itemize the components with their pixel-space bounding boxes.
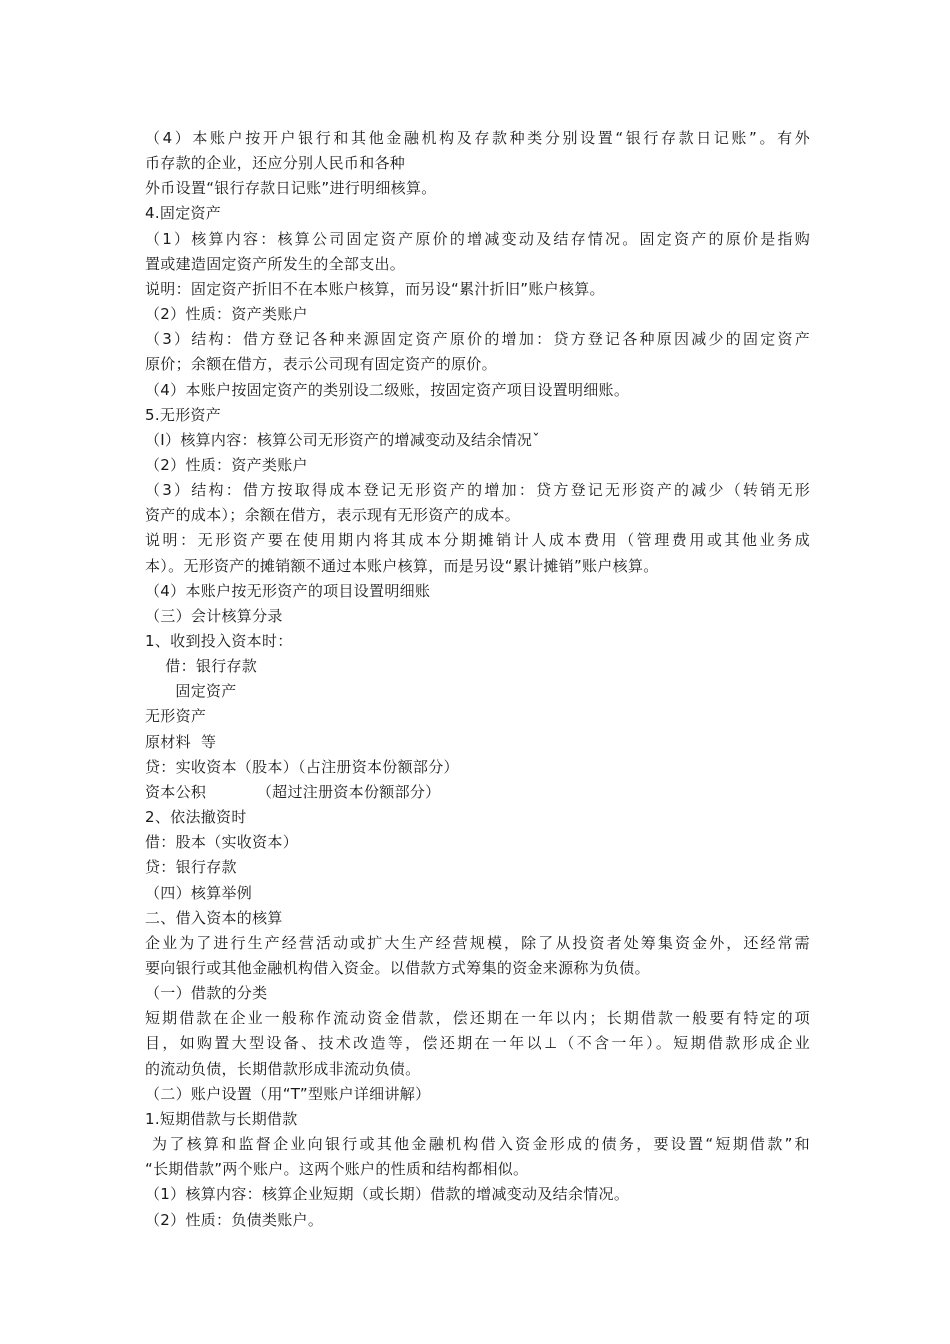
text-line: （2）性质：负债类账户。: [145, 1211, 324, 1229]
text-line: 币存款的企业，还应分别人民币和各种: [145, 154, 406, 172]
text-line: 说明：固定资产折旧不在本账户核算，而另设“累汁折旧”账户核算。: [145, 280, 605, 298]
text-line: 原材料 等: [145, 733, 217, 751]
text-line: （1）核算内容：核算公司固定资产原价的增减变动及结存情况。固定资产的原价是指购: [145, 230, 810, 248]
text-line: （4）本账户按开户银行和其他金融机构及存款种类分别设置“银行存款日记账”。有外: [145, 129, 810, 147]
text-line: 1、收到投入资本时：: [145, 632, 293, 650]
text-line: 贷：银行存款: [145, 858, 237, 876]
text-line: （1）核算内容：核算企业短期（或长期）借款的增减变动及结余情况。: [145, 1185, 630, 1203]
text-line: （4）本账户按固定资产的类别设二级账，按固定资产项目设置明细账。: [145, 381, 630, 399]
text-line: 本）。无形资产的摊销额不通过本账户核算，而是另设“累计摊销”账户核算。: [145, 557, 659, 575]
text-line: （3）结构：借方按取得成本登记无形资产的增加：贷方登记无形资产的减少（转销无形: [145, 481, 810, 499]
text-line: 无形资产: [145, 707, 207, 725]
text-line: 借：银行存款: [145, 657, 258, 675]
text-line: 要向银行或其他金融机构借入资金。以借款方式筹集的资金来源称为负债。: [145, 959, 650, 977]
text-line: 的流动负债，长期借款形成非流动负债。: [145, 1060, 421, 1078]
text-line: （4）本账户按无形资产的项目设置明细账: [145, 582, 431, 600]
text-line: （2）性质：资产类账户: [145, 456, 308, 474]
text-line: 置或建造固定资产所发生的全部支出。: [145, 255, 406, 273]
text-line: “长期借款”两个账户。这两个账户的性质和结构都相似。: [145, 1160, 529, 1178]
text-line: 资产的成本）；余额在借方，表示现有无形资产的成本。: [145, 506, 521, 524]
text-line: （三）会计核算分录: [145, 607, 283, 625]
text-line: 目，如购置大型设备、技术改造等，偿还期在一年以⊥（不含一年）。短期借款形成企业: [145, 1034, 810, 1052]
text-line: 资本公积 （超过注册资本份额部分）: [145, 783, 441, 801]
section-heading: 二、借入资本的核算: [145, 909, 283, 927]
text-line: 固定资产: [145, 682, 237, 700]
text-line: （I）核算内容：核算公司无形资产的增减变动及结余情况ˇ: [145, 431, 541, 449]
text-line: 为了核算和监督企业向银行或其他金融机构借入资金形成的债务，要设置“短期借款”和: [145, 1135, 810, 1153]
text-line: 原价；余额在借方，表示公司现有固定资产的原价。: [145, 355, 497, 373]
section-heading: 5.无形资产: [145, 406, 222, 424]
text-line: 外币设置“银行存款日记账”进行明细核算。: [145, 179, 437, 197]
text-line: 说明：无形资产要在使用期内将其成本分期摊销计人成本费用（管理费用或其他业务成: [145, 531, 810, 549]
text-line: （3）结构：借方登记各种来源固定资产原价的增加：贷方登记各种原因减少的固定资产: [145, 330, 810, 348]
text-line: 借：股本（实收资本）: [145, 833, 299, 851]
text-line: 企业为了进行生产经营活动或扩大生产经营规模，除了从投资者处筹集资金外，还经常需: [145, 934, 810, 952]
text-line: （二）账户设置（用“T”型账户详细讲解）: [145, 1085, 431, 1103]
text-line: 短期借款在企业一般称作流动资金借款，偿还期在一年以内；长期借款一般要有特定的项: [145, 1009, 810, 1027]
text-line: （2）性质：资产类账户: [145, 305, 308, 323]
section-heading: 1.短期借款与长期借款: [145, 1110, 298, 1128]
text-line: （四）核算举例: [145, 884, 253, 902]
text-line: 贷：实收资本（股本）（占注册资本份额部分）: [145, 758, 459, 776]
section-heading: 4.固定资产: [145, 204, 222, 222]
text-line: 2、依法撤资时: [145, 808, 247, 826]
text-line: （一）借款的分类: [145, 984, 268, 1002]
